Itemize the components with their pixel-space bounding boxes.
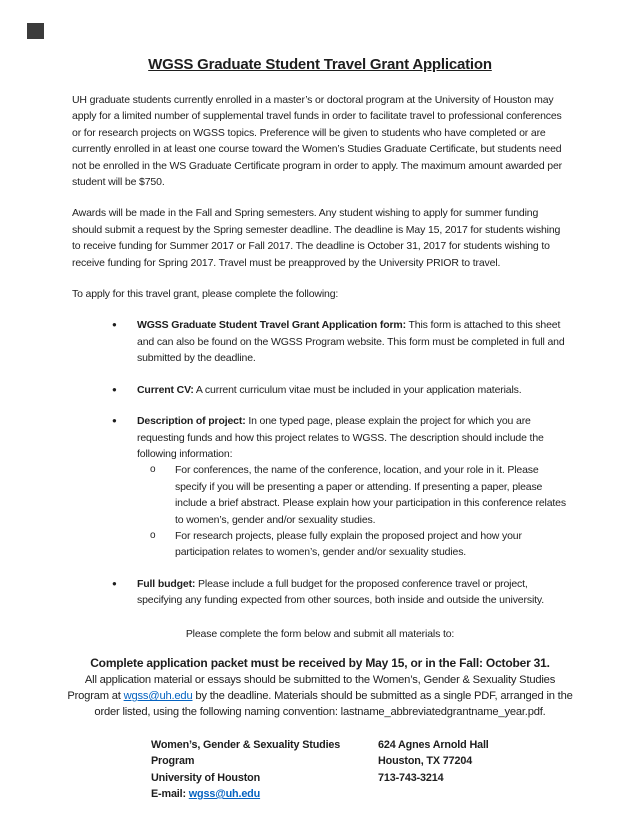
bullet-application-form-label: WGSS Graduate Student Travel Grant Application form: <box>137 319 406 332</box>
bullet-current-cv-text: A current curriculum vitae must be included in your application materials. <box>193 383 522 396</box>
contact-email-link[interactable]: wgss@uh.edu <box>188 788 261 801</box>
bullet-current-cv-label: Current CV: <box>137 383 194 396</box>
bullet-description-label: Description of project: <box>137 415 246 428</box>
sub-bullet-item-research <box>72 528 568 561</box>
email-link-inline[interactable]: wgss@uh.edu <box>123 690 193 703</box>
bullet-description-text: In one typed page, please explain the project for which you are requesting funds and how this project relates to WGSS. The description should include the following information: <box>137 415 544 460</box>
deadline-line: Complete application packet must be received by May 15, or in the Fall: October 31. <box>90 655 550 670</box>
contact-address-line-1: 624 Agnes Arnold Hall <box>378 738 489 751</box>
submission-text-before-link: All application material or essays should be submitted to the Women’s, Gender & Sexuality Studies Program at <box>67 673 556 703</box>
submission-text-after-link: by the deadline. Materials should be submitted as a single PDF, arranged in the order listed, using the following naming convention: lastname_abbreviatedgrantname_year.pdf. <box>94 690 573 719</box>
bullet-icon: ● <box>112 384 117 394</box>
contact-right-column <box>378 737 489 803</box>
contact-program-name: Women’s, Gender & Sexuality Studies Program <box>151 738 341 768</box>
apply-intro-line: To apply for this travel grant, please complete the following: <box>72 288 339 301</box>
bullet-item-description <box>72 413 568 462</box>
bullet-item-current-cv <box>72 382 568 398</box>
contact-block <box>72 737 568 803</box>
bullet-icon: ● <box>112 320 117 330</box>
sub-bullet-research-text: For research projects, please fully explain the proposed project and how your participation relates to women’s, gender and/or sexuality studies. <box>175 529 522 559</box>
sub-bullet-icon: o <box>150 529 156 541</box>
contact-email-label: E-mail: <box>151 788 189 801</box>
sub-bullet-item-conferences <box>72 462 568 528</box>
bullet-full-budget-text: Please include a full budget for the proposed conference travel or project, specifying any funding expected from other sources, both inside and outside the university. <box>137 577 544 607</box>
contact-university: University of Houston <box>151 771 261 784</box>
corner-mark <box>27 23 44 39</box>
submit-instruction-line: Please complete the form below and submit all materials to: <box>185 627 455 640</box>
contact-address-line-2: Houston, TX 77204 <box>378 755 473 768</box>
bullet-icon: ● <box>112 578 117 588</box>
bullet-item-application-form <box>72 317 568 366</box>
bullet-item-full-budget <box>72 576 568 609</box>
submission-paragraph <box>66 672 574 721</box>
contact-left-column <box>151 737 378 803</box>
paragraph-intro: UH graduate students currently enrolled in a master’s or doctoral program at the University of Houston may apply for a limited number of supplemental travel funds in order to facilitate travel to professional conferences or for research projects on WGSS topics. Preference will be given to students who have completed or are currently enrolled in at least one course toward the Women’s Studies Graduate Certificate, but students need not be enrolled in the WS Graduate Certificate program in order to apply. The maximum amount awarded per student will be $750. <box>72 94 563 189</box>
paragraph-awards: Awards will be made in the Fall and Spring semesters. Any student wishing to apply for summer funding should submit a request by the Spring semester deadline. The deadline is May 15, 2017 for students wishing to receive funding for Summer 2017 or Fall 2017. The deadline is October 31, 2017 for students wishing to receive funding for Spring 2017. Travel must be preapproved by the University PRIOR to travel. <box>72 207 561 269</box>
contact-phone: 713-743-3214 <box>378 771 444 784</box>
sub-bullet-icon: o <box>150 464 156 476</box>
sub-bullet-conferences-text: For conferences, the name of the conference, location, and your role in it. Please specify if you will be presenting a paper or attending. If presenting a paper, please include a brief abstract. Please explain how your participation in this conference relates to women’s, gender and/or sexuality studies. <box>175 464 566 526</box>
document-title <box>72 55 568 74</box>
contact-email-line <box>151 786 378 803</box>
bullet-full-budget-label: Full budget: <box>137 577 196 590</box>
document-title-text: WGSS Graduate Student Travel Grant Application <box>148 56 492 73</box>
bullet-application-form-text: This form is attached to this sheet and can also be found on the WGSS Program website. This form must be completed in full and submitted by the deadline. <box>137 319 565 365</box>
bullet-icon: ● <box>112 416 117 426</box>
